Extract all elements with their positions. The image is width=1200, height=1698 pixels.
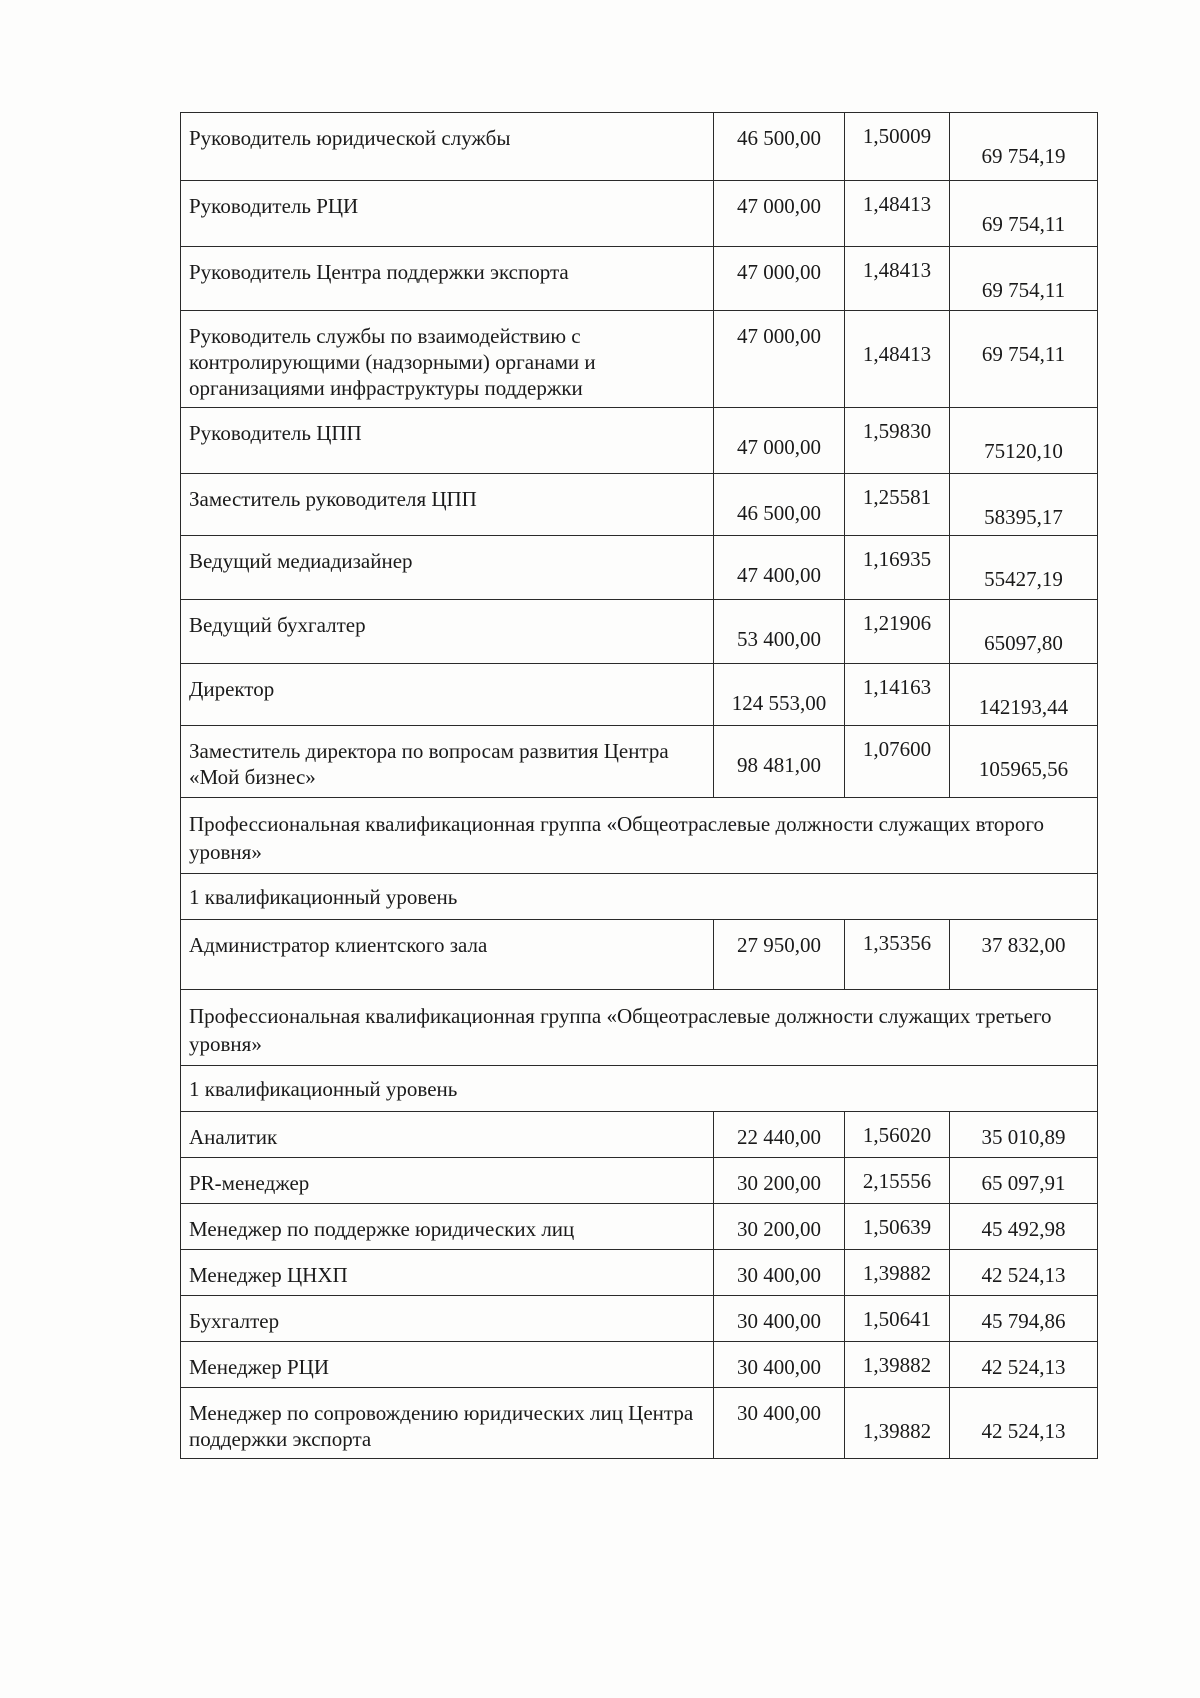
total-cell: 142193,44	[950, 664, 1098, 726]
position-name-cell: Администратор клиентского зала	[181, 920, 714, 990]
position-name-cell: Ведущий бухгалтер	[181, 600, 714, 664]
total-cell: 105965,56	[950, 726, 1098, 798]
table-row	[181, 1204, 1098, 1250]
position-name-cell: PR-менеджер	[181, 1158, 714, 1204]
total-cell: 58395,17	[950, 474, 1098, 536]
coefficient-cell: 1,50009	[845, 113, 950, 181]
salary-cell: 30 400,00	[714, 1388, 845, 1459]
salary-cell: 30 200,00	[714, 1204, 845, 1250]
salary-cell: 46 500,00	[714, 113, 845, 181]
total-cell: 69 754,19	[950, 113, 1098, 181]
coefficient-cell: 1,48413	[845, 181, 950, 247]
table-row	[181, 113, 1098, 181]
salary-cell: 98 481,00	[714, 726, 845, 798]
table-row	[181, 664, 1098, 726]
total-cell: 45 492,98	[950, 1204, 1098, 1250]
position-name-cell: Директор	[181, 664, 714, 726]
salary-cell: 30 400,00	[714, 1342, 845, 1388]
coefficient-cell: 1,50641	[845, 1296, 950, 1342]
coefficient-cell: 1,35356	[845, 920, 950, 990]
table-row	[181, 726, 1098, 798]
position-name-cell: Заместитель директора по вопросам развития Центра «Мой бизнес»	[181, 726, 714, 798]
position-name-cell: Менеджер ЦНХП	[181, 1250, 714, 1296]
coefficient-cell: 1,07600	[845, 726, 950, 798]
position-name-cell: Менеджер по сопровождению юридических лиц Центра поддержки экспорта	[181, 1388, 714, 1459]
table-row	[181, 1158, 1098, 1204]
coefficient-cell: 1,21906	[845, 600, 950, 664]
total-cell: 37 832,00	[950, 920, 1098, 990]
salary-cell: 27 950,00	[714, 920, 845, 990]
total-cell: 75120,10	[950, 408, 1098, 474]
table-row	[181, 1250, 1098, 1296]
coefficient-cell: 1,48413	[845, 311, 950, 408]
coefficient-cell: 1,39882	[845, 1388, 950, 1459]
coefficient-cell: 2,15556	[845, 1158, 950, 1204]
table-row	[181, 600, 1098, 664]
position-name-cell: Руководитель РЦИ	[181, 181, 714, 247]
table-row	[181, 1112, 1098, 1158]
position-name-cell: Заместитель руководителя ЦПП	[181, 474, 714, 536]
coefficient-cell: 1,56020	[845, 1112, 950, 1158]
salary-cell: 47 000,00	[714, 408, 845, 474]
salary-cell: 47 000,00	[714, 247, 845, 311]
position-name-cell: Бухгалтер	[181, 1296, 714, 1342]
position-name-cell: Аналитик	[181, 1112, 714, 1158]
salary-cell: 124 553,00	[714, 664, 845, 726]
total-cell: 42 524,13	[950, 1250, 1098, 1296]
total-cell: 45 794,86	[950, 1296, 1098, 1342]
salary-cell: 30 200,00	[714, 1158, 845, 1204]
total-cell: 65097,80	[950, 600, 1098, 664]
coefficient-cell: 1,50639	[845, 1204, 950, 1250]
group-header-row	[181, 798, 1098, 874]
salary-cell: 53 400,00	[714, 600, 845, 664]
coefficient-cell: 1,48413	[845, 247, 950, 311]
table-row	[181, 1296, 1098, 1342]
salary-cell: 47 000,00	[714, 181, 845, 247]
level-header-row	[181, 1066, 1098, 1112]
salary-cell: 22 440,00	[714, 1112, 845, 1158]
total-cell: 69 754,11	[950, 247, 1098, 311]
table-row	[181, 247, 1098, 311]
table-row	[181, 536, 1098, 600]
coefficient-cell: 1,14163	[845, 664, 950, 726]
table-row	[181, 311, 1098, 408]
position-name-cell: Руководитель юридической службы	[181, 113, 714, 181]
coefficient-cell: 1,39882	[845, 1250, 950, 1296]
table-row	[181, 920, 1098, 990]
level-header-row	[181, 874, 1098, 920]
table-row	[181, 181, 1098, 247]
qualification-level-title: 1 квалификационный уровень	[181, 1066, 1098, 1112]
total-cell: 65 097,91	[950, 1158, 1098, 1204]
position-name-cell: Менеджер по поддержке юридических лиц	[181, 1204, 714, 1250]
coefficient-cell: 1,16935	[845, 536, 950, 600]
table-row	[181, 474, 1098, 536]
coefficient-cell: 1,25581	[845, 474, 950, 536]
salary-cell: 30 400,00	[714, 1296, 845, 1342]
total-cell: 69 754,11	[950, 311, 1098, 408]
total-cell: 42 524,13	[950, 1388, 1098, 1459]
group-header-row	[181, 990, 1098, 1066]
salary-cell: 46 500,00	[714, 474, 845, 536]
position-name-cell: Руководитель ЦПП	[181, 408, 714, 474]
position-name-cell: Руководитель службы по взаимодействию с контролирующими (надзорными) органами и организациями инфраструктуры поддержки	[181, 311, 714, 408]
salary-cell: 30 400,00	[714, 1250, 845, 1296]
total-cell: 35 010,89	[950, 1112, 1098, 1158]
qualification-group-title: Профессиональная квалификационная группа «Общеотраслевые должности служащих третьего уровня»	[181, 990, 1098, 1066]
coefficient-cell: 1,59830	[845, 408, 950, 474]
total-cell: 42 524,13	[950, 1342, 1098, 1388]
salary-table	[180, 112, 1098, 1459]
salary-cell: 47 000,00	[714, 311, 845, 408]
total-cell: 55427,19	[950, 536, 1098, 600]
total-cell: 69 754,11	[950, 181, 1098, 247]
table-row	[181, 408, 1098, 474]
salary-cell: 47 400,00	[714, 536, 845, 600]
position-name-cell: Руководитель Центра поддержки экспорта	[181, 247, 714, 311]
qualification-group-title: Профессиональная квалификационная группа «Общеотраслевые должности служащих второго уровня»	[181, 798, 1098, 874]
position-name-cell: Ведущий медиадизайнер	[181, 536, 714, 600]
table-row	[181, 1388, 1098, 1459]
qualification-level-title: 1 квалификационный уровень	[181, 874, 1098, 920]
table-row	[181, 1342, 1098, 1388]
position-name-cell: Менеджер РЦИ	[181, 1342, 714, 1388]
coefficient-cell: 1,39882	[845, 1342, 950, 1388]
salary-table-body	[181, 113, 1098, 1459]
